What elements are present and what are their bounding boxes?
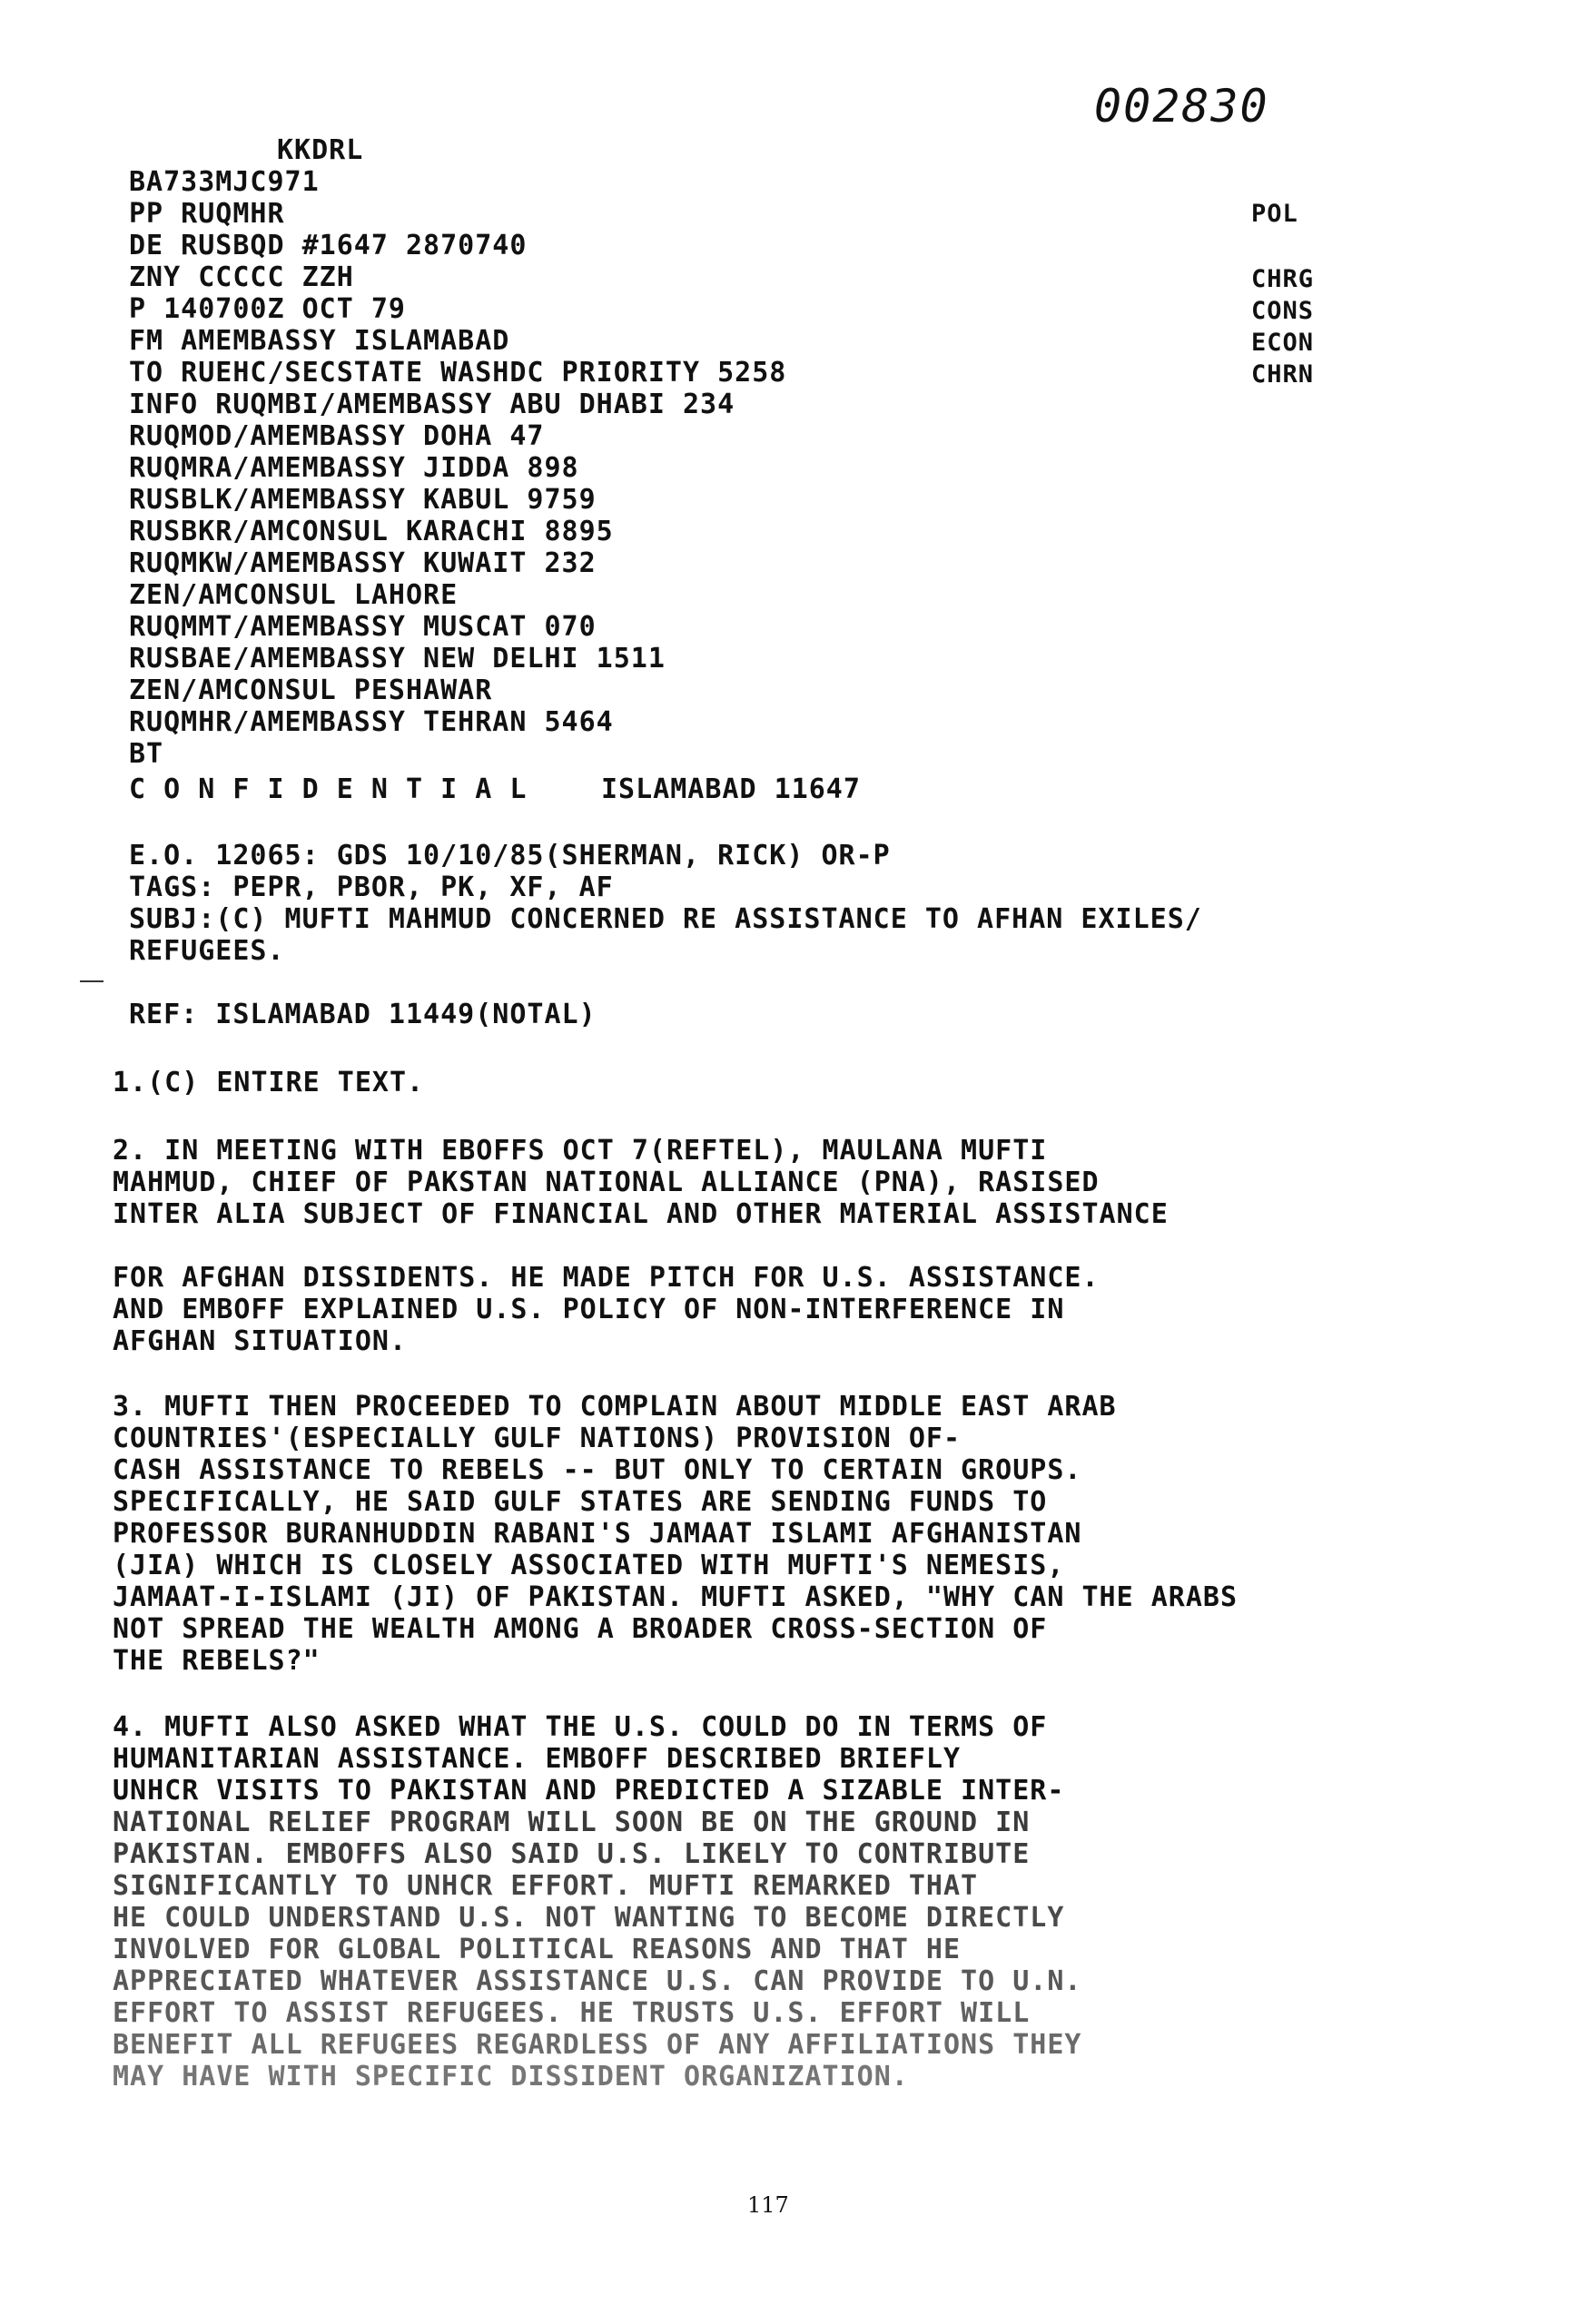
info-line: ZEN/AMCONSUL LAHORE	[129, 579, 459, 611]
paragraph-2-line: MAHMUD, CHIEF OF PAKSTAN NATIONAL ALLIANCE (PNA), RASISED	[113, 1167, 1100, 1198]
info-line: RUQMKW/AMEMBASSY KUWAIT 232	[129, 547, 597, 579]
paragraph-2-line: INTER ALIA SUBJECT OF FINANCIAL AND OTHER MATERIAL ASSISTANCE	[113, 1198, 1169, 1230]
info-line: INFO RUQMBI/AMEMBASSY ABU DHABI 234	[129, 389, 735, 420]
paragraph-3-line: COUNTRIES'(ESPECIALLY GULF NATIONS) PROVISION OF-	[113, 1423, 962, 1454]
paragraph-4-line: EFFORT TO ASSIST REFUGEES. HE TRUSTS U.S. EFFORT WILL	[113, 1997, 1031, 2029]
header-kkdrl: KKDRL	[277, 134, 364, 166]
info-line: RUQMMT/AMEMBASSY MUSCAT 070	[129, 611, 597, 643]
paragraph-2-cont-line: AFGHAN SITUATION.	[113, 1325, 408, 1357]
info-line: RUQMOD/AMEMBASSY DOHA 47	[129, 420, 545, 452]
paragraph-3-line: 3. MUFTI THEN PROCEEDED TO COMPLAIN ABOUT MIDDLE EAST ARAB	[113, 1391, 1117, 1423]
header-bt: BT	[129, 738, 164, 770]
routing-label-econ: ECON	[1251, 329, 1315, 357]
paragraph-3-line: CASH ASSISTANCE TO REBELS -- BUT ONLY TO CERTAIN GROUPS.	[113, 1454, 1082, 1486]
paragraph-4-line: HE COULD UNDERSTAND U.S. NOT WANTING TO BECOME DIRECTLY	[113, 1902, 1065, 1934]
paragraph-2-cont-line: FOR AFGHAN DISSIDENTS. HE MADE PITCH FOR U.S. ASSISTANCE.	[113, 1262, 1100, 1294]
header-de-line: DE RUSBQD #1647 2870740	[129, 230, 528, 261]
paragraph-4-line: INVOLVED FOR GLOBAL POLITICAL REASONS AND THAT HE	[113, 1934, 962, 1965]
paragraph-4-line: SIGNIFICANTLY TO UNHCR EFFORT. MUFTI REMARKED THAT	[113, 1870, 979, 1902]
classification-ref: ISLAMABAD 11647	[601, 773, 861, 805]
info-line: RUSBKR/AMCONSUL KARACHI 8895	[129, 516, 614, 547]
subject-line: SUBJ:(C) MUFTI MAHMUD CONCERNED RE ASSISTANCE TO AFHAN EXILES/	[129, 903, 1202, 935]
page-number: 117	[747, 2192, 789, 2218]
paragraph-1: 1.(C) ENTIRE TEXT.	[113, 1067, 425, 1098]
paragraph-4-line: BENEFIT ALL REFUGEES REGARDLESS OF ANY AFFILIATIONS THEY	[113, 2029, 1082, 2061]
info-line: RUSBLK/AMEMBASSY KABUL 9759	[129, 484, 597, 516]
paragraph-4-line: UNHCR VISITS TO PAKISTAN AND PREDICTED A SIZABLE INTER-	[113, 1775, 1065, 1807]
paragraph-4-line: NATIONAL RELIEF PROGRAM WILL SOON BE ON THE GROUND IN	[113, 1807, 1031, 1838]
paragraph-4-line: PAKISTAN. EMBOFFS ALSO SAID U.S. LIKELY TO CONTRIBUTE	[113, 1838, 1031, 1870]
header-to-line: TO RUEHC/SECSTATE WASHDC PRIORITY 5258	[129, 357, 787, 389]
paragraph-3-line: PROFESSOR BURANHUDDIN RABANI'S JAMAAT ISLAMI AFGHANISTAN	[113, 1518, 1082, 1550]
paragraph-4-line: MAY HAVE WITH SPECIFIC DISSIDENT ORGANIZATION.	[113, 2061, 909, 2093]
paragraph-2-line: 2. IN MEETING WITH EBOFFS OCT 7(REFTEL), MAULANA MUFTI	[113, 1135, 1048, 1167]
routing-label-chrn: CHRN	[1251, 360, 1315, 389]
routing-label-pol: POL	[1251, 200, 1298, 228]
paragraph-3-line: THE REBELS?"	[113, 1645, 321, 1677]
header-zny-line: ZNY CCCCC ZZH	[129, 261, 354, 293]
margin-mark	[80, 980, 104, 982]
paragraph-4-line: 4. MUFTI ALSO ASKED WHAT THE U.S. COULD DO IN TERMS OF	[113, 1711, 1048, 1743]
header-from-line: FM AMEMBASSY ISLAMABAD	[129, 325, 510, 357]
header-priority-line: PP RUQMHR	[129, 198, 285, 230]
info-line: RUSBAE/AMEMBASSY NEW DELHI 1511	[129, 643, 666, 675]
paragraph-4-line: APPRECIATED WHATEVER ASSISTANCE U.S. CAN PROVIDE TO U.N.	[113, 1965, 1082, 1997]
routing-label-chrg: CHRG	[1251, 265, 1315, 293]
document-number: 002830	[1094, 80, 1269, 133]
info-line: RUQMRA/AMEMBASSY JIDDA 898	[129, 452, 579, 484]
tags-line: TAGS: PEPR, PBOR, PK, XF, AF	[129, 872, 614, 903]
info-line: ZEN/AMCONSUL PESHAWAR	[129, 675, 493, 706]
paragraph-3-line: SPECIFICALLY, HE SAID GULF STATES ARE SENDING FUNDS TO	[113, 1486, 1048, 1518]
header-ref-code: BA733MJC971	[129, 166, 320, 198]
paragraph-2-cont-line: AND EMBOFF EXPLAINED U.S. POLICY OF NON-INTERFERENCE IN	[113, 1294, 1065, 1325]
ref-line: REF: ISLAMABAD 11449(NOTAL)	[129, 999, 597, 1030]
subject-line: REFUGEES.	[129, 935, 285, 967]
header-date-line: P 140700Z OCT 79	[129, 293, 406, 325]
classification: C O N F I D E N T I A L	[129, 773, 528, 805]
paragraph-3-line: JAMAAT-I-ISLAMI (JI) OF PAKISTAN. MUFTI ASKED, "WHY CAN THE ARABS	[113, 1581, 1238, 1613]
paragraph-3-line: NOT SPREAD THE WEALTH AMONG A BROADER CROSS-SECTION OF	[113, 1613, 1048, 1645]
paragraph-4-line: HUMANITARIAN ASSISTANCE. EMBOFF DESCRIBED BRIEFLY	[113, 1743, 962, 1775]
eo-line: E.O. 12065: GDS 10/10/85(SHERMAN, RICK) OR-P	[129, 840, 891, 872]
info-line: RUQMHR/AMEMBASSY TEHRAN 5464	[129, 706, 614, 738]
paragraph-3-line: (JIA) WHICH IS CLOSELY ASSOCIATED WITH MUFTI'S NEMESIS,	[113, 1550, 1065, 1581]
routing-label-cons: CONS	[1251, 297, 1315, 325]
